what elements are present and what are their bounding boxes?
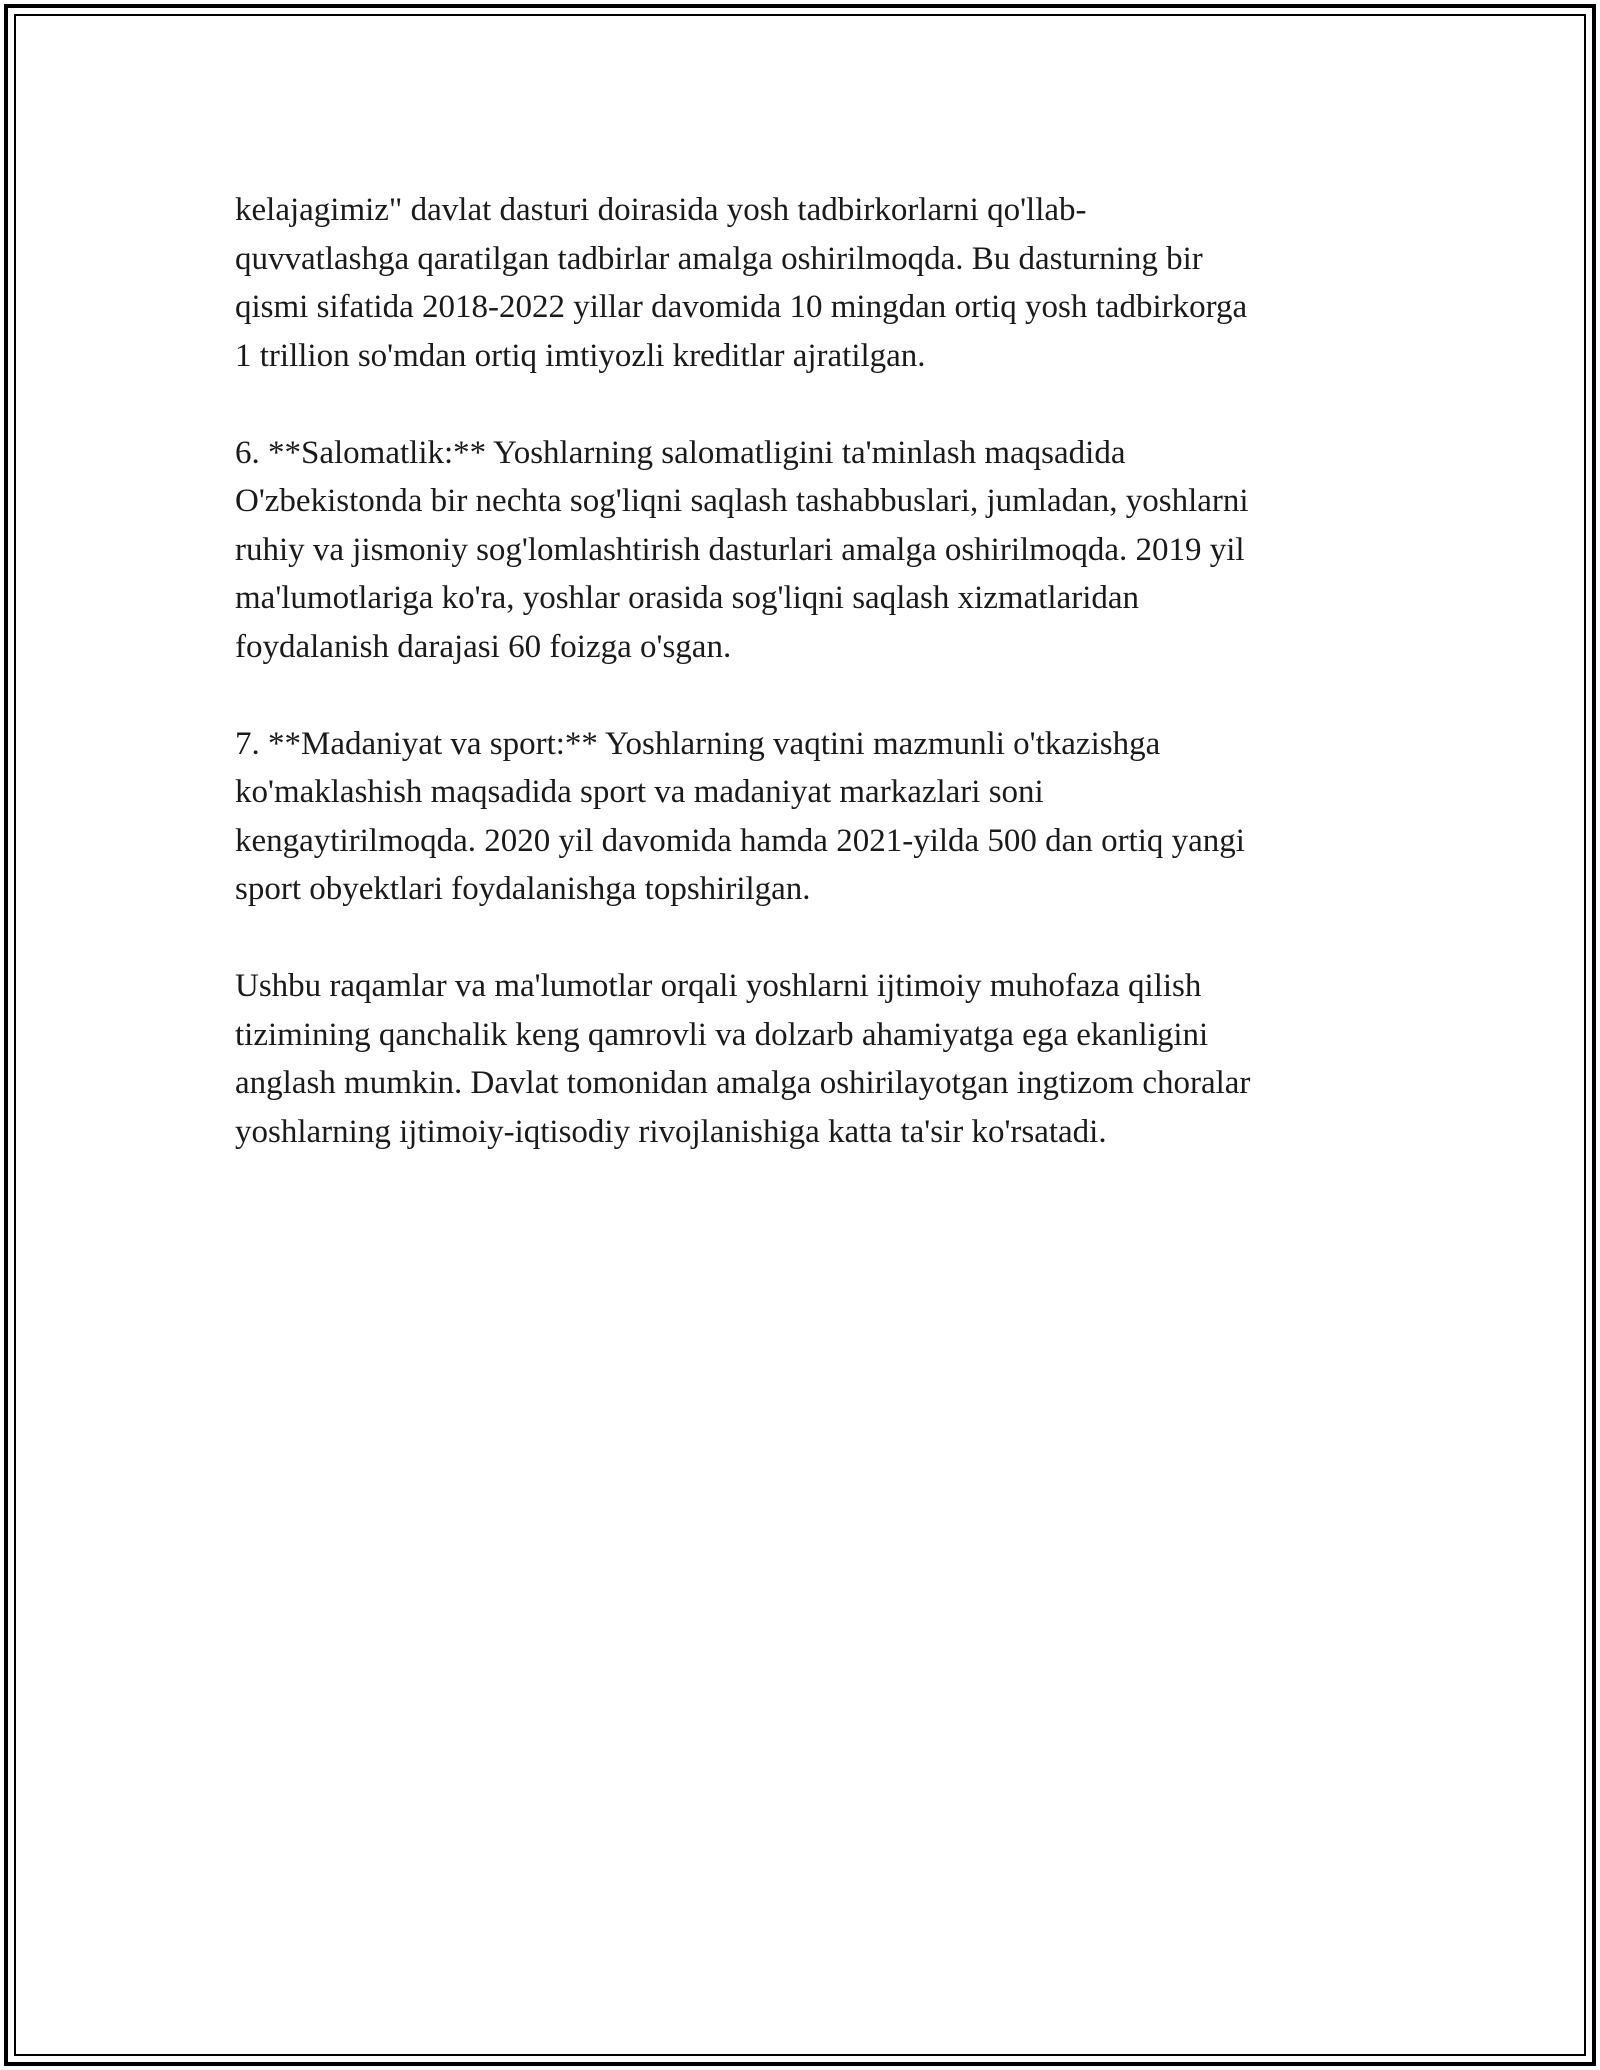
text-line: foydalanish darajasi 60 foizga o'sgan. — [235, 628, 732, 665]
text-line: ko'maklashish maqsadida sport va madaniyat markazlari soni — [235, 774, 1044, 810]
text-line: qismi sifatida 2018-2022 yillar davomida 10 mingdan ortiq yosh tadbirkorga — [235, 289, 1248, 325]
text-line: ruhiy va jismoniy sog'lomlashtirish dasturlari amalga oshirilmoqda. 2019 yil — [235, 531, 1245, 568]
paragraph-youth-entrepreneurship — [235, 186, 1395, 380]
text-line: kengaytirilmoqda. 2020 yil davomida hamda 2021-yilda 500 dan ortiq yangi — [235, 822, 1245, 859]
text-line: kelajagimiz" davlat dasturi doirasida yosh tadbirkorlarni qo'llab- — [235, 192, 1087, 228]
paragraph-conclusion — [235, 962, 1395, 1156]
text-line: sport obyektlari foydalanishga topshirilgan. — [235, 871, 811, 907]
text-line: 7. **Madaniyat va sport:** Yoshlarning vaqtini mazmunli o'tkazishga — [235, 725, 1161, 762]
text-line: Ushbu raqamlar va ma'lumotlar orqali yoshlarni ijtimoiy muhofaza qilish — [235, 968, 1202, 1004]
document-body — [235, 186, 1395, 1205]
text-line: O'zbekistonda bir nechta sog'liqni saqlash tashabbuslari, jumladan, yoshlarni — [235, 483, 1249, 519]
text-line: 1 trillion so'mdan ortiq imtiyozli kreditlar ajratilgan. — [235, 337, 926, 374]
text-line: anglash mumkin. Davlat tomonidan amalga oshirilayotgan ingtizom choralar — [235, 1065, 1251, 1101]
text-line: tizimining qanchalik keng qamrovli va dolzarb ahamiyatga ega ekanligini — [235, 1016, 1209, 1053]
text-line: yoshlarning ijtimoiy-iqtisodiy rivojlanishiga katta ta'sir ko'rsatadi. — [235, 1113, 1107, 1150]
paragraph-health — [235, 429, 1395, 672]
paragraph-culture-sport — [235, 720, 1395, 914]
text-line: 6. **Salomatlik:** Yoshlarning salomatligini ta'minlash maqsadida — [235, 434, 1126, 471]
text-line: ma'lumotlariga ko'ra, yoshlar orasida sog'liqni saqlash xizmatlaridan — [235, 580, 1140, 616]
text-line: quvvatlashga qaratilgan tadbirlar amalga oshirilmoqda. Bu dasturning bir — [235, 240, 1203, 277]
